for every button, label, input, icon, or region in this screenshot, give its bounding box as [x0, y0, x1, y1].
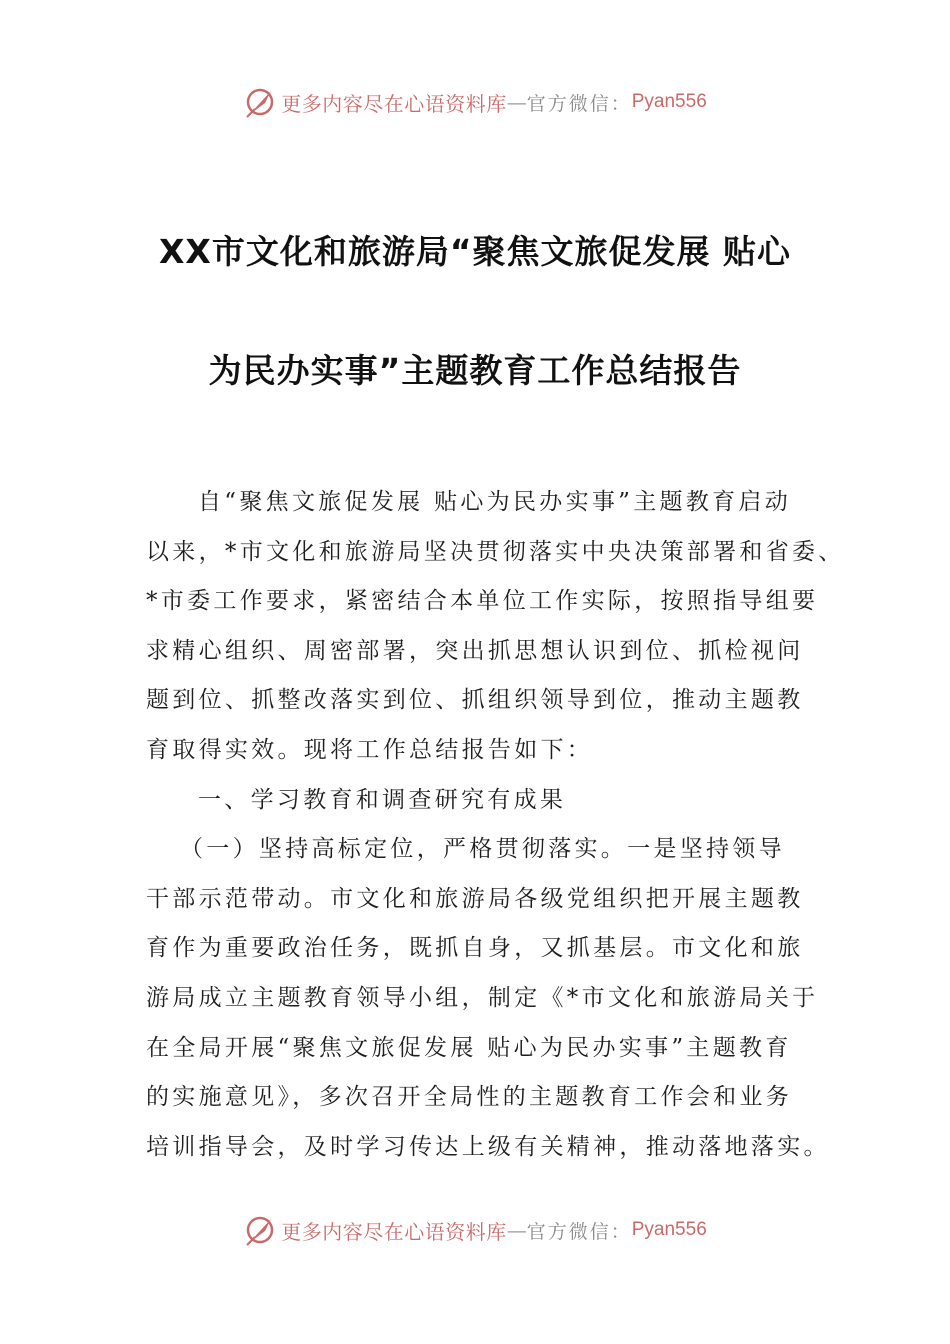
- watermark-brand: 更多内容尽在心语资料库: [281, 91, 507, 116]
- body-line: 题到位、抓整改落实到位、抓组织领导到位，推动主题教: [146, 687, 804, 714]
- watermark-label: 官方微信：: [526, 92, 632, 115]
- watermark-brand: 更多内容尽在心语资料库: [281, 1219, 507, 1244]
- watermark-handle: Pyan556: [631, 91, 707, 112]
- body-line: 培训指导会，及时学习传达上级有关精神，推动落地落实。: [146, 1133, 830, 1160]
- body-line: 的实施意见》，多次召开全局性的主题教育工作会和业务: [146, 1084, 792, 1111]
- body-line: 游局成立主题教育领导小组，制定《*市文化和旅游局关于: [146, 984, 819, 1011]
- quill-logo-icon: [243, 1213, 277, 1247]
- quill-logo-icon: [243, 85, 277, 119]
- document-title-line-1: XX市文化和旅游局“聚焦文旅促发展 贴心: [158, 232, 792, 271]
- watermark-handle: Pyan556: [631, 1219, 707, 1240]
- body-line: 以来，*市文化和旅游局坚决贯彻落实中央决策部署和省委、: [146, 538, 845, 565]
- document-body: [146, 478, 845, 1172]
- body-line: 育作为重要政治任务，既抓自身，又抓基层。市文化和旅: [146, 935, 804, 962]
- body-line: 在全局开展“聚焦文旅促发展 贴心为民办实事”主题教育: [146, 1034, 792, 1061]
- document-title-line-2: 为民办实事”主题教育工作总结报告: [208, 351, 742, 390]
- body-line: 自“聚焦文旅促发展 贴心为民办实事”主题教育启动: [198, 489, 792, 515]
- watermark-banner-bottom: [0, 1210, 950, 1250]
- body-line: 求精心组织、周密部署，突出抓思想认识到位、抓检视问: [146, 637, 804, 664]
- body-line: 育取得实效。现将工作总结报告如下：: [146, 736, 594, 763]
- watermark-banner-top: [0, 82, 950, 122]
- body-line: 干部示范带动。市文化和旅游局各级党组织把开展主题教: [146, 885, 804, 912]
- watermark-separator: —: [506, 1218, 527, 1242]
- body-line: （一）坚持高标定位，严格贯彻落实。一是坚持领导: [180, 836, 785, 863]
- section-heading: 一、学习教育和调查研究有成果: [198, 786, 567, 813]
- body-line: *市委工作要求，紧密结合本单位工作实际，按照指导组要: [146, 588, 819, 615]
- watermark-label: 官方微信：: [526, 1220, 632, 1243]
- watermark-separator: —: [506, 90, 527, 114]
